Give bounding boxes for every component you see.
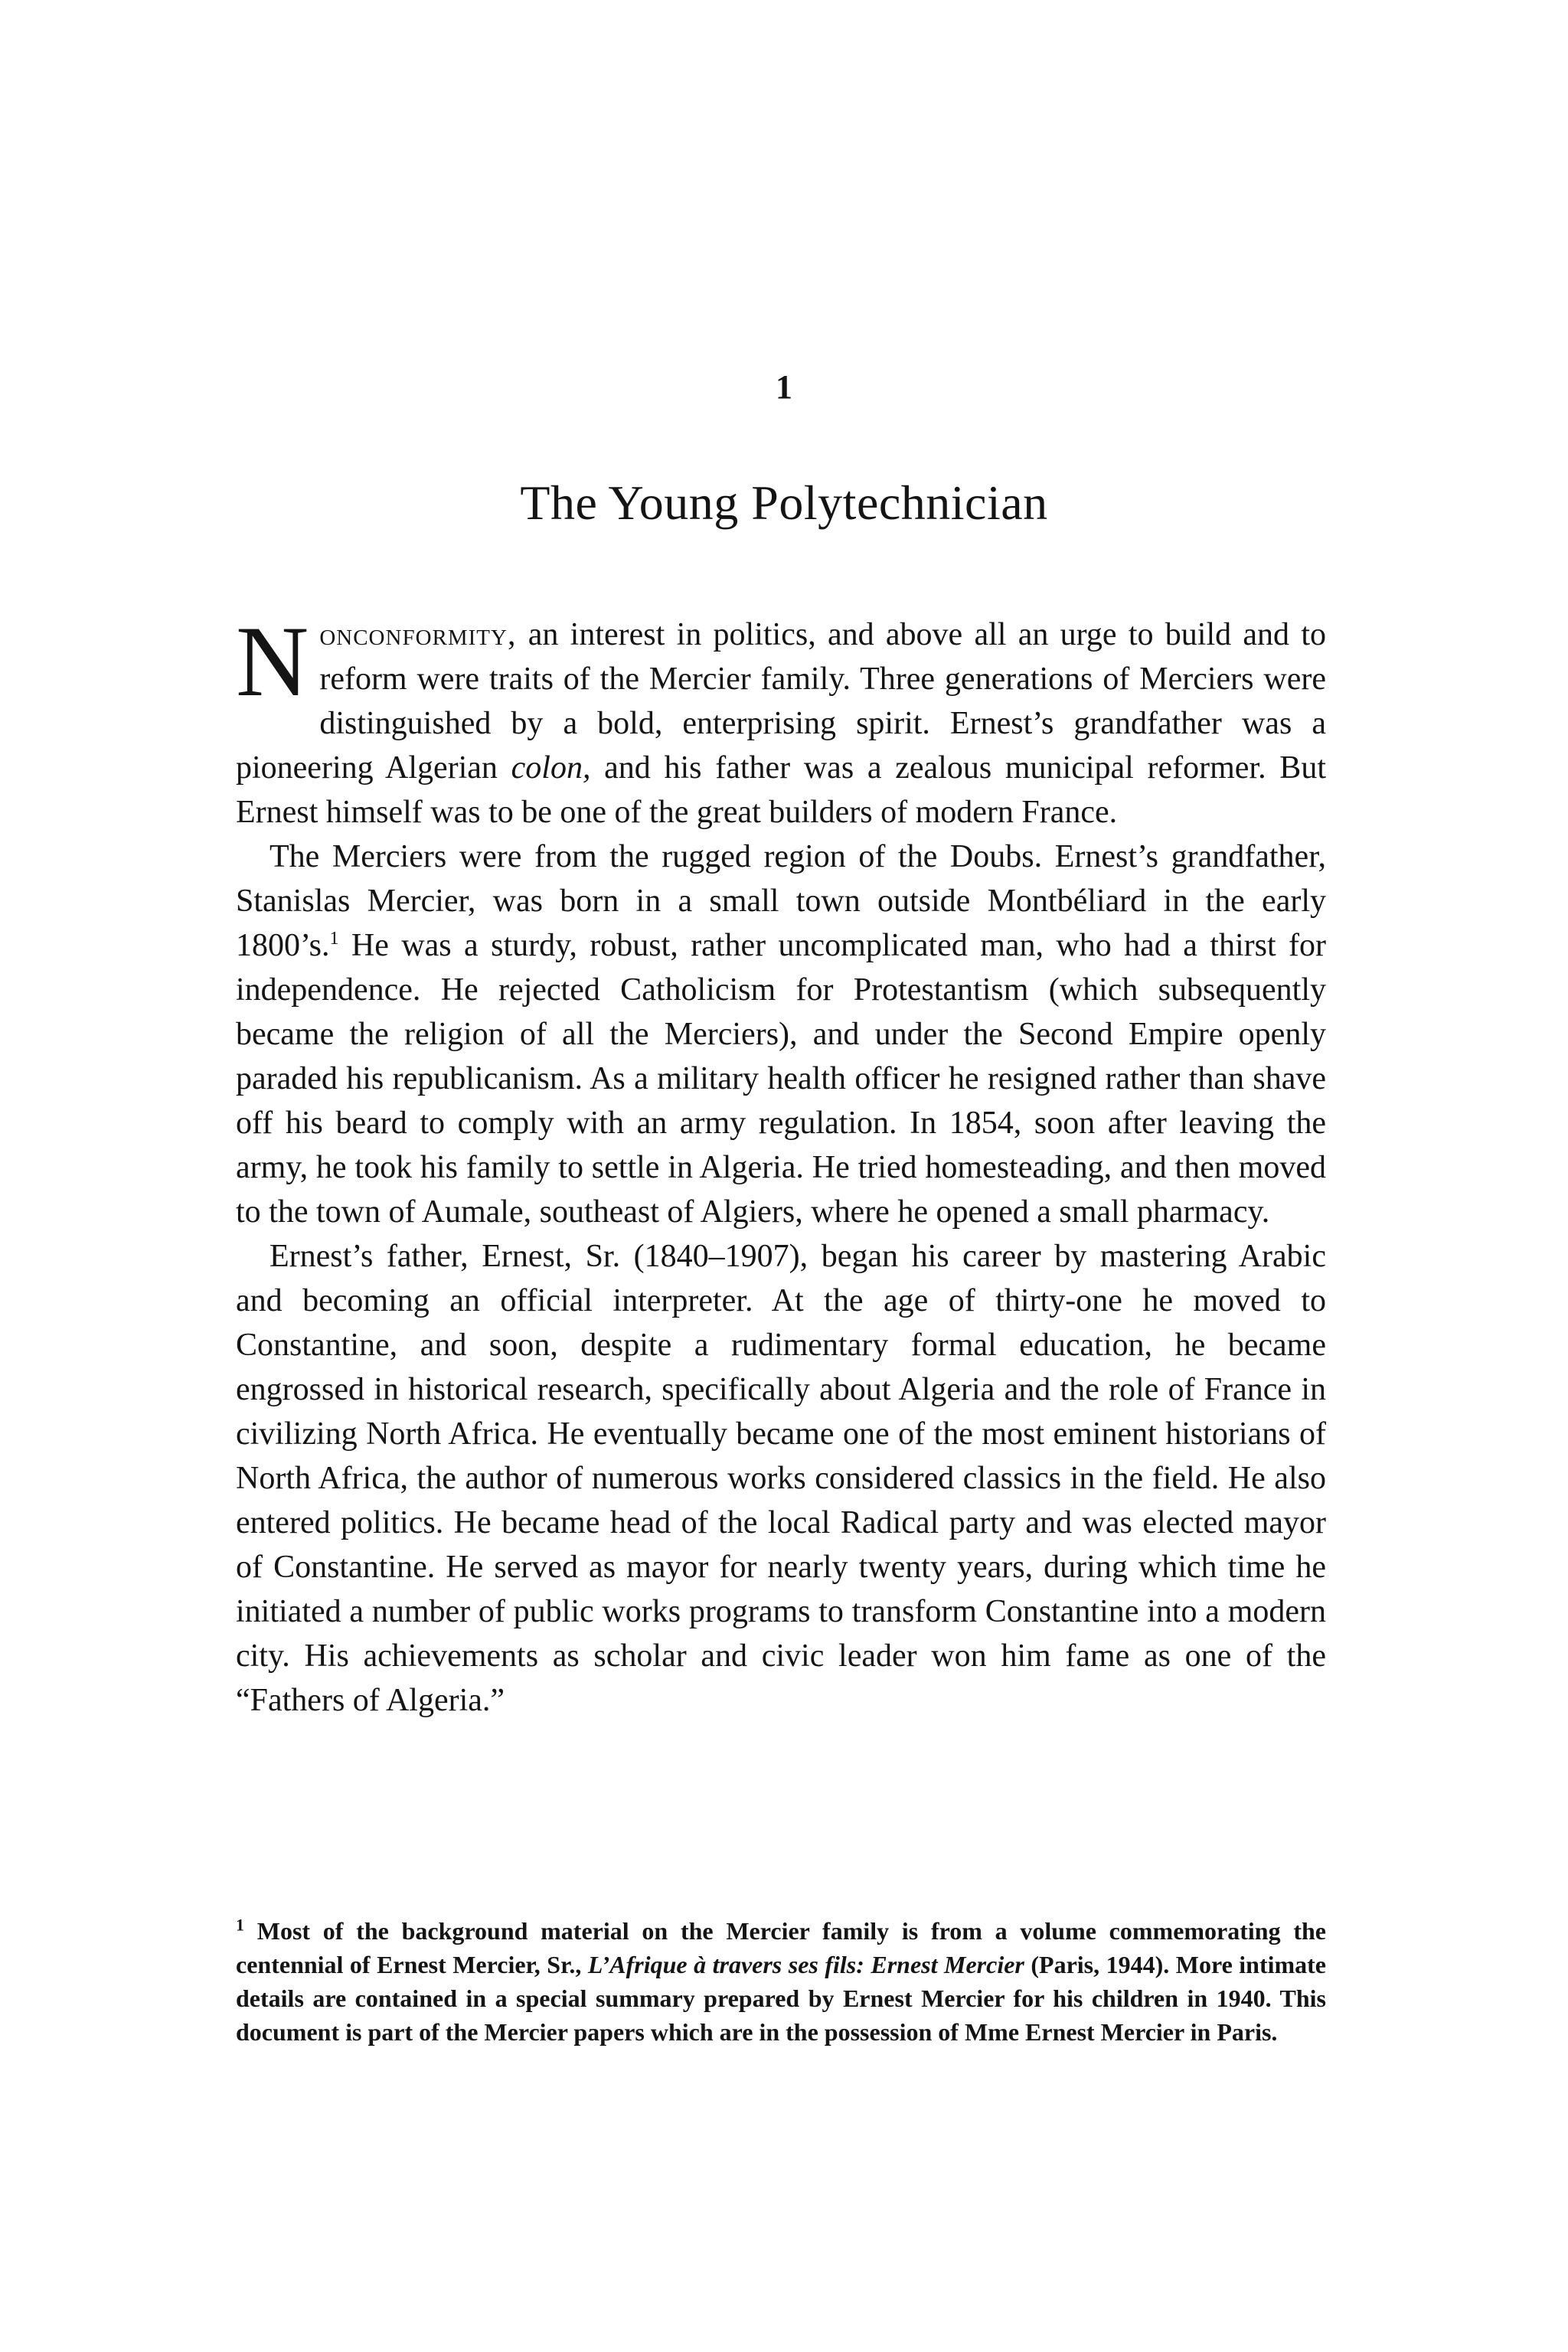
footnote-book-title: L’Afrique à travers ses fils: Ernest Mercier [587,1951,1024,1978]
footnote-text-b: (Paris, 1944). More intimate details are contained in a special summary prepared by Ernest Mercier for his children in 1940. This document is part of the Mercier papers which are in the possession of Mme Ernest Mercier in Paris. [236,1951,1327,2046]
footnote-reference: 1 [329,929,339,949]
footnote [236,1914,1326,2049]
paragraph-1-text-a: an interest in politics, and above all an urge to build and to reform were traits of the Mercier family. Three generations of Merciers were distinguished by a bold, enterprising spirit. Ernest’s grandfather was a pioneering Algerian [236,617,1326,786]
chapter-body [236,605,1326,1723]
opening-word: onconformity, [319,617,517,652]
paragraph-2 [236,835,1326,1234]
paragraph-1-italic-term: colon, [511,750,591,786]
paragraph-1-text-b: and his father was a zealous municipal reformer. But Ernest himself was to be one of the great builders of modern France. [236,750,1326,830]
footnote-mark: 1 [236,1915,244,1935]
footnote-text-a: Most of the background material on the Mercier family is from a volume commemorating the centennial of Ernest Mercier, Sr., [236,1917,1326,1978]
paragraph-2-text-b: He was a sturdy, robust, rather uncomplicated man, who had a thirst for independence. He rejected Catholicism for Protestantism (which subsequently became the religion of all the Merciers), and under the Second Empire openly paraded his republicanism. As a military health officer he resigned rather than shave off his beard to comply with an army regulation. In 1854, soon after leaving the army, he took his family to settle in Algeria. He tried homesteading, and then moved to the town of Aumale, southeast of Algiers, where he opened a small pharmacy. [236,928,1326,1230]
paragraph-1 [236,605,1326,835]
chapter-title: The Young Polytechnician [520,475,1048,530]
drop-cap-letter: N [236,605,309,717]
paragraph-2-text-a: The Merciers were from the rugged region of the Doubs. Ernest’s grandfather, Stanislas Mercier, was born in a small town outside Montbéliard in the early 1800’s. [236,839,1326,963]
chapter-number: 1 [776,368,792,406]
paragraph-3 [236,1234,1326,1723]
paragraph-3-text: Ernest’s father, Ernest, Sr. (1840–1907), began his career by mastering Arabic and becoming an official interpreter. At the age of thirty-one he moved to Constantine, and soon, despite a rudimentary formal education, he became engrossed in historical research, specifically about Algeria and the role of France in civilizing North Africa. He eventually became one of the most eminent historians of North Africa, the author of numerous works considered classics in the field. He also entered politics. He became head of the local Radical party and was elected mayor of Constantine. He served as mayor for nearly twenty years, during which time he initiated a number of public works programs to transform Constantine into a modern city. His achievements as scholar and civic leader won him fame as one of the “Fathers of Algeria.” [236,1239,1326,1718]
